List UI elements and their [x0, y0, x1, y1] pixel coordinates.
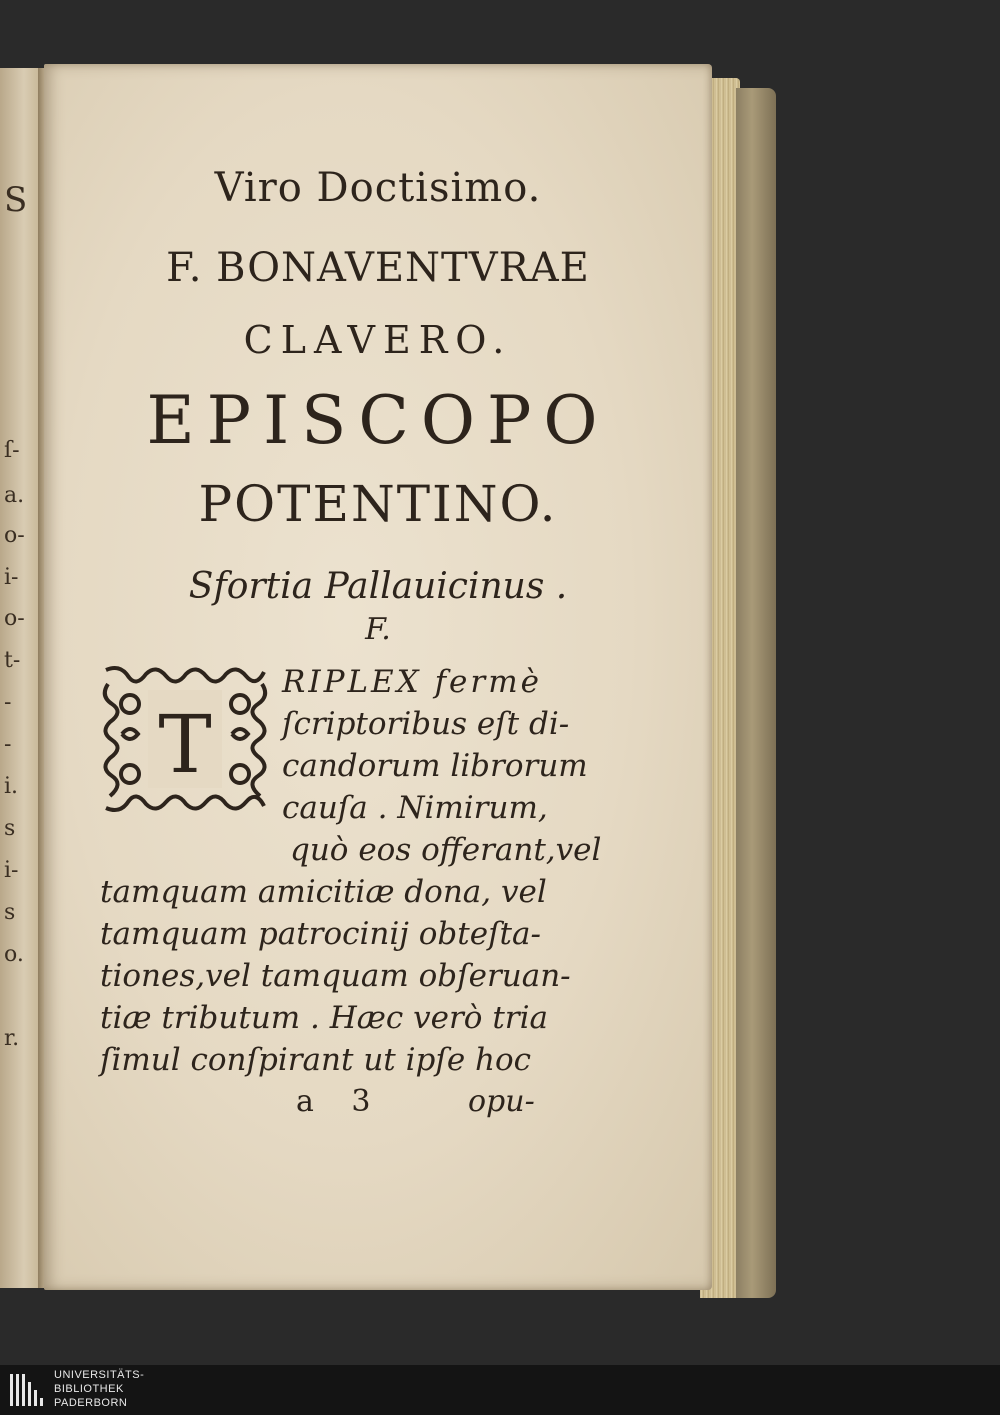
initial-letter: T	[158, 698, 212, 791]
text-line: tiæ tributum . Hæc verò tria	[100, 1000, 549, 1036]
text-line: tamquam patrocinij obteſta-	[100, 916, 541, 952]
dedication-heading: Viro Doctisimo.	[214, 165, 542, 211]
library-footer	[0, 1365, 1000, 1415]
recipient-see: POTENTINO.	[198, 475, 558, 533]
recipient-surname: CLAVERO.	[243, 318, 513, 362]
recipient-name: F. BONAVENTVRAE	[166, 245, 590, 291]
text-line: quò eos offerant,vel	[290, 832, 602, 868]
signature-mark: a 3	[296, 1084, 385, 1119]
recipient-title: EPISCOPO	[146, 382, 610, 459]
text-line: tiones,vel tamquam obſeruan-	[100, 958, 571, 994]
previous-page-edge	[0, 68, 40, 1288]
logo-line: PADERBORN	[54, 1397, 128, 1409]
catchword: opu-	[468, 1084, 535, 1119]
prev-page-char: i-	[4, 565, 19, 590]
text-line: cauſa . Nimirum,	[282, 790, 548, 826]
author-initial: F.	[365, 612, 391, 647]
prev-page-char: i-	[4, 858, 19, 883]
decorated-initial	[100, 664, 270, 814]
prev-page-char: t-	[4, 648, 21, 673]
author-name: Sfortia Pallauicinus .	[188, 566, 568, 607]
prev-page-char: o-	[4, 523, 25, 548]
book-cover	[736, 88, 776, 1298]
text-line: candorum librorum	[282, 748, 588, 784]
prev-page-char: s	[4, 816, 16, 841]
prev-page-char: a.	[4, 483, 25, 508]
logo-line: UNIVERSITÄTS-	[54, 1369, 145, 1381]
prev-page-char: -	[4, 732, 12, 757]
prev-page-char: s	[4, 900, 16, 925]
text-line: tamquam amicitiæ dona, vel	[100, 874, 547, 910]
prev-page-char: -	[4, 690, 12, 715]
university-library-logo-icon	[8, 1370, 48, 1410]
prev-page-char: o-	[4, 606, 25, 631]
text-line: ſcriptoribus eſt di-	[282, 706, 570, 742]
prev-page-char: i.	[4, 774, 19, 799]
prev-page-char: o.	[4, 942, 24, 967]
logo-line: BIBLIOTHEK	[54, 1383, 124, 1395]
library-logo-text	[54, 1368, 254, 1410]
prev-page-char: r.	[4, 1026, 20, 1051]
prev-page-char: S	[4, 180, 28, 220]
text-line: ſimul conſpirant ut ipſe hoc	[100, 1042, 532, 1078]
prev-page-char: ſ-	[4, 438, 20, 463]
text-line: RIPLEX fermè	[282, 664, 542, 700]
